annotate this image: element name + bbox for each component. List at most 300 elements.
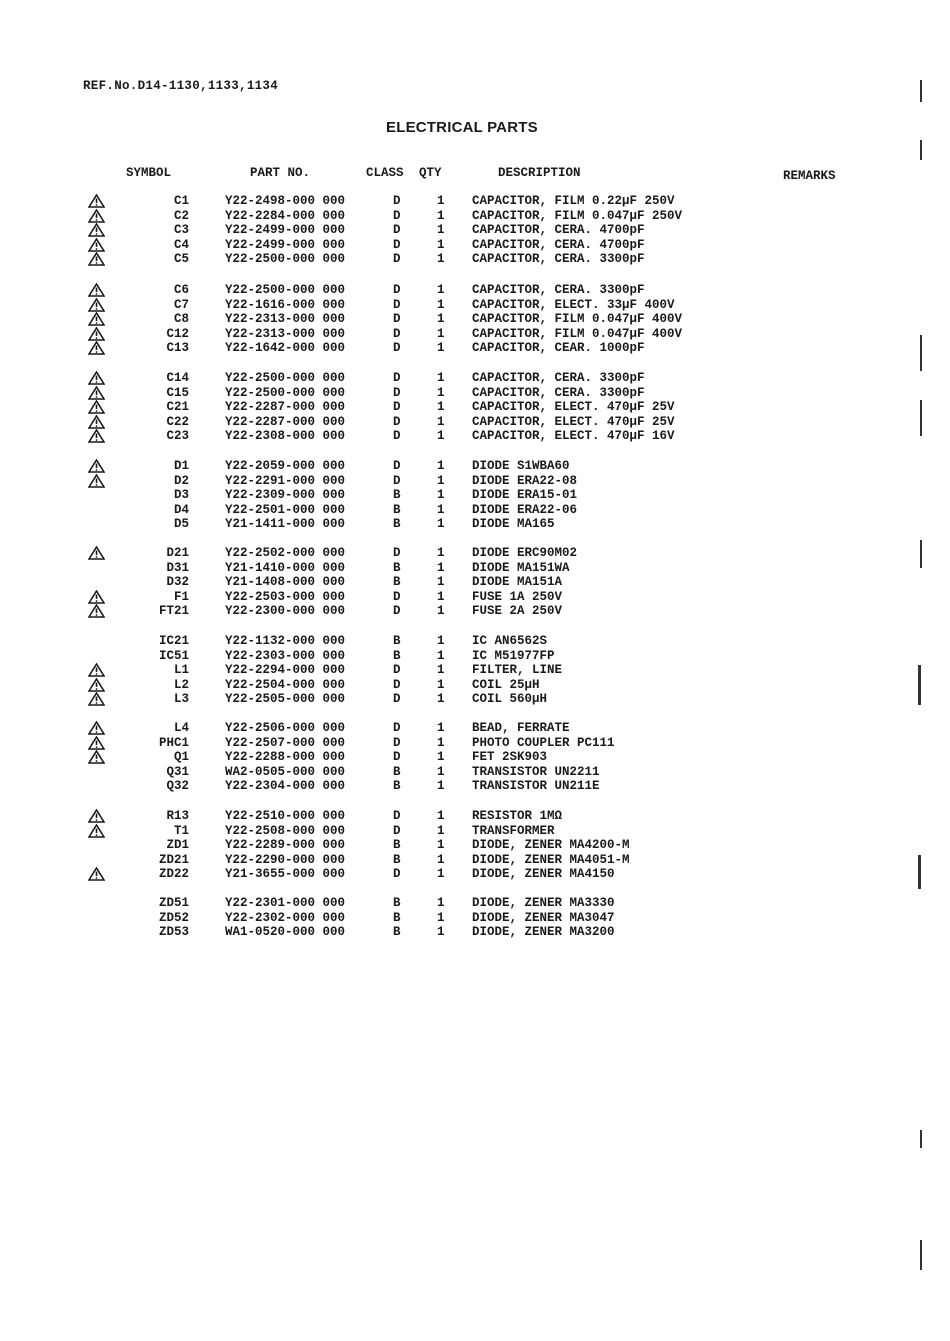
cell-qty: 1 [437,371,445,385]
table-row [0,925,950,940]
cell-part-no: Y22-2508-000 000 [225,824,346,838]
cell-qty: 1 [437,283,445,297]
cell-class: D [393,371,401,385]
cell-symbol: PHC1 [158,736,189,750]
table-row [0,838,950,853]
cell-class: D [393,238,401,252]
safety-warning-icon [88,223,105,237]
table-row [0,824,950,839]
cell-description: FUSE 1A 250V [472,590,563,604]
cell-qty: 1 [437,386,445,400]
cell-qty: 1 [437,765,445,779]
cell-symbol: C22 [166,415,189,429]
cell-part-no: Y22-2284-000 000 [225,209,346,223]
cell-description: CAPACITOR, ELECT. 470µF 16V [472,429,675,443]
cell-qty: 1 [437,194,445,208]
cell-part-no: Y22-2304-000 000 [225,779,346,793]
cell-part-no: Y22-2500-000 000 [225,371,346,385]
cell-symbol: IC21 [158,634,189,648]
cell-qty: 1 [437,312,445,326]
cell-symbol: C13 [166,341,189,355]
safety-warning-icon [88,209,105,223]
cell-class: D [393,824,401,838]
table-row [0,400,950,415]
cell-symbol: D3 [173,488,189,502]
cell-part-no: Y22-2308-000 000 [225,429,346,443]
cell-description: CAPACITOR, CERA. 4700pF [472,238,645,252]
table-row [0,327,950,342]
cell-description: CAPACITOR, CERA. 4700pF [472,223,645,237]
cell-description: CAPACITOR, ELECT. 470µF 25V [472,415,675,429]
cell-class: D [393,209,401,223]
safety-warning-icon [88,371,105,385]
cell-class: D [393,386,401,400]
cell-part-no: Y22-2503-000 000 [225,590,346,604]
cell-description: RESISTOR 1MΩ [472,809,563,823]
table-row [0,429,950,444]
cell-description: CAPACITOR, FILM 0.22µF 250V [472,194,675,208]
cell-symbol: ZD51 [158,896,189,910]
cell-qty: 1 [437,252,445,266]
cell-part-no: Y22-2290-000 000 [225,853,346,867]
cell-qty: 1 [437,209,445,223]
cell-symbol: D5 [173,517,189,531]
safety-warning-icon [88,867,105,881]
cell-qty: 1 [437,238,445,252]
cell-part-no: Y21-1410-000 000 [225,561,346,575]
cell-class: B [393,503,401,517]
table-row [0,765,950,780]
cell-symbol: C21 [166,400,189,414]
cell-symbol: Q32 [166,779,189,793]
safety-warning-icon [88,663,105,677]
cell-part-no: Y22-2500-000 000 [225,252,346,266]
cell-part-no: Y22-2313-000 000 [225,312,346,326]
column-header-qty: QTY [419,166,442,180]
safety-warning-icon [88,604,105,618]
cell-symbol: ZD21 [158,853,189,867]
cell-qty: 1 [437,429,445,443]
cell-description: CAPACITOR, ELECT. 470µF 25V [472,400,675,414]
cell-description: CAPACITOR, CERA. 3300pF [472,386,645,400]
cell-qty: 1 [437,459,445,473]
cell-class: D [393,663,401,677]
cell-description: DIODE, ZENER MA4051-M [472,853,630,867]
cell-description: COIL 25µH [472,678,540,692]
cell-symbol: C1 [173,194,189,208]
cell-description: FILTER, LINE [472,663,563,677]
cell-qty: 1 [437,474,445,488]
cell-part-no: Y22-1132-000 000 [225,634,346,648]
table-row [0,371,950,386]
table-row [0,561,950,576]
cell-class: D [393,400,401,414]
cell-description: IC M51977FP [472,649,555,663]
table-row [0,415,950,430]
safety-warning-icon [88,590,105,604]
cell-class: D [393,283,401,297]
cell-class: D [393,194,401,208]
cell-qty: 1 [437,488,445,502]
safety-warning-icon [88,400,105,414]
cell-class: D [393,298,401,312]
cell-description: IC AN6562S [472,634,548,648]
cell-symbol: C2 [173,209,189,223]
safety-warning-icon [88,459,105,473]
cell-class: B [393,517,401,531]
table-row [0,634,950,649]
cell-symbol: Q31 [166,765,189,779]
cell-description: TRANSISTOR UN2211 [472,765,600,779]
column-header-part-no: PART NO. [250,166,311,180]
table-row [0,853,950,868]
cell-qty: 1 [437,867,445,881]
cell-description: CAPACITOR, ELECT. 33µF 400V [472,298,675,312]
cell-symbol: C7 [173,298,189,312]
table-row [0,590,950,605]
cell-class: D [393,692,401,706]
cell-description: PHOTO COUPLER PC111 [472,736,615,750]
cell-symbol: D2 [173,474,189,488]
cell-class: D [393,750,401,764]
table-row [0,474,950,489]
table-row [0,517,950,532]
page-title: ELECTRICAL PARTS [386,119,538,136]
cell-part-no: Y22-2500-000 000 [225,386,346,400]
cell-part-no: Y21-1408-000 000 [225,575,346,589]
cell-class: B [393,488,401,502]
cell-symbol: C5 [173,252,189,266]
cell-description: DIODE ERA22-08 [472,474,578,488]
cell-symbol: C23 [166,429,189,443]
cell-class: D [393,546,401,560]
cell-description: DIODE, ZENER MA3200 [472,925,615,939]
cell-class: B [393,925,401,939]
safety-warning-icon [88,824,105,838]
cell-class: D [393,252,401,266]
safety-warning-icon [88,721,105,735]
safety-warning-icon [88,415,105,429]
cell-symbol: L2 [173,678,189,692]
cell-qty: 1 [437,692,445,706]
cell-description: FET 2SK903 [472,750,548,764]
cell-class: B [393,561,401,575]
cell-qty: 1 [437,925,445,939]
cell-qty: 1 [437,824,445,838]
safety-warning-icon [88,341,105,355]
cell-class: D [393,429,401,443]
table-row [0,692,950,707]
cell-description: FUSE 2A 250V [472,604,563,618]
cell-qty: 1 [437,327,445,341]
safety-warning-icon [88,474,105,488]
cell-symbol: L3 [173,692,189,706]
cell-symbol: C8 [173,312,189,326]
cell-description: BEAD, FERRATE [472,721,570,735]
cell-symbol: C12 [166,327,189,341]
cell-description: DIODE ERA15-01 [472,488,578,502]
cell-description: CAPACITOR, CERA. 3300pF [472,283,645,297]
cell-qty: 1 [437,590,445,604]
column-header-class: CLASS [366,166,404,180]
table-row [0,809,950,824]
cell-part-no: Y22-2301-000 000 [225,896,346,910]
safety-warning-icon [88,736,105,750]
cell-qty: 1 [437,604,445,618]
cell-description: DIODE MA151WA [472,561,570,575]
cell-symbol: C6 [173,283,189,297]
cell-qty: 1 [437,838,445,852]
table-row [0,312,950,327]
cell-qty: 1 [437,517,445,531]
scan-edge-mark [920,400,922,436]
cell-part-no: Y22-2507-000 000 [225,736,346,750]
cell-class: D [393,459,401,473]
cell-description: DIODE ERC90M02 [472,546,578,560]
cell-part-no: Y22-2300-000 000 [225,604,346,618]
cell-description: COIL 560µH [472,692,548,706]
cell-symbol: D31 [166,561,189,575]
cell-part-no: Y22-2510-000 000 [225,809,346,823]
cell-part-no: Y22-2499-000 000 [225,238,346,252]
cell-qty: 1 [437,223,445,237]
safety-warning-icon [88,194,105,208]
cell-description: DIODE, ZENER MA3330 [472,896,615,910]
cell-symbol: Q1 [173,750,189,764]
safety-warning-icon [88,386,105,400]
cell-symbol: ZD22 [158,867,189,881]
table-row [0,779,950,794]
safety-warning-icon [88,283,105,297]
cell-part-no: Y22-2287-000 000 [225,400,346,414]
cell-class: D [393,867,401,881]
scan-edge-mark [920,140,922,160]
safety-warning-icon [88,678,105,692]
cell-class: D [393,678,401,692]
cell-class: B [393,911,401,925]
cell-symbol: D1 [173,459,189,473]
cell-part-no: WA1-0520-000 000 [225,925,346,939]
cell-qty: 1 [437,503,445,517]
cell-class: B [393,779,401,793]
cell-description: TRANSISTOR UN211E [472,779,600,793]
cell-part-no: Y21-1411-000 000 [225,517,346,531]
safety-warning-icon [88,298,105,312]
cell-description: CAPACITOR, CERA. 3300pF [472,371,645,385]
cell-class: D [393,474,401,488]
scan-edge-mark [918,665,921,705]
cell-symbol: ZD1 [166,838,189,852]
cell-qty: 1 [437,853,445,867]
cell-class: D [393,341,401,355]
cell-part-no: Y22-2288-000 000 [225,750,346,764]
table-row [0,736,950,751]
cell-part-no: Y22-2499-000 000 [225,223,346,237]
cell-qty: 1 [437,721,445,735]
safety-warning-icon [88,252,105,266]
table-row [0,194,950,209]
cell-class: D [393,736,401,750]
cell-part-no: Y22-2504-000 000 [225,678,346,692]
cell-part-no: Y22-2506-000 000 [225,721,346,735]
cell-qty: 1 [437,896,445,910]
cell-qty: 1 [437,736,445,750]
cell-class: B [393,853,401,867]
table-row [0,238,950,253]
cell-part-no: Y22-2294-000 000 [225,663,346,677]
cell-symbol: F1 [173,590,189,604]
cell-class: D [393,223,401,237]
cell-part-no: WA2-0505-000 000 [225,765,346,779]
cell-qty: 1 [437,634,445,648]
cell-qty: 1 [437,341,445,355]
table-row [0,386,950,401]
cell-description: DIODE S1WBA60 [472,459,570,473]
cell-description: DIODE, ZENER MA4200-M [472,838,630,852]
table-row [0,678,950,693]
cell-class: D [393,327,401,341]
cell-part-no: Y22-2303-000 000 [225,649,346,663]
table-row [0,341,950,356]
cell-class: B [393,575,401,589]
table-row [0,896,950,911]
cell-symbol: C4 [173,238,189,252]
cell-qty: 1 [437,809,445,823]
cell-symbol: C15 [166,386,189,400]
cell-description: DIODE MA151A [472,575,563,589]
safety-warning-icon [88,327,105,341]
table-row [0,459,950,474]
cell-part-no: Y22-2500-000 000 [225,283,346,297]
cell-symbol: C14 [166,371,189,385]
safety-warning-icon [88,692,105,706]
cell-description: CAPACITOR, CEAR. 1000pF [472,341,645,355]
cell-symbol: T1 [173,824,189,838]
safety-warning-icon [88,312,105,326]
cell-symbol: L4 [173,721,189,735]
safety-warning-icon [88,546,105,560]
cell-description: CAPACITOR, FILM 0.047µF 400V [472,312,683,326]
table-row [0,283,950,298]
cell-qty: 1 [437,750,445,764]
table-row [0,488,950,503]
cell-class: D [393,721,401,735]
scan-edge-mark [920,540,922,568]
table-row [0,604,950,619]
safety-warning-icon [88,429,105,443]
cell-part-no: Y22-2059-000 000 [225,459,346,473]
cell-class: B [393,896,401,910]
cell-description: DIODE, ZENER MA4150 [472,867,615,881]
cell-class: D [393,590,401,604]
safety-warning-icon [88,750,105,764]
cell-part-no: Y22-2309-000 000 [225,488,346,502]
scan-edge-mark [918,855,921,889]
table-row [0,911,950,926]
cell-symbol: ZD52 [158,911,189,925]
table-row [0,867,950,882]
cell-class: B [393,634,401,648]
cell-part-no: Y22-1616-000 000 [225,298,346,312]
cell-symbol: R13 [166,809,189,823]
table-row [0,503,950,518]
column-header-remarks: REMARKS [783,169,836,183]
cell-symbol: IC51 [158,649,189,663]
table-row [0,663,950,678]
cell-description: CAPACITOR, FILM 0.047µF 250V [472,209,683,223]
table-row [0,750,950,765]
reference-number: REF.No.D14-1130,1133,1134 [83,79,279,93]
table-row [0,223,950,238]
cell-qty: 1 [437,779,445,793]
cell-description: DIODE, ZENER MA3047 [472,911,615,925]
column-header-description: DESCRIPTION [498,166,581,180]
cell-class: B [393,765,401,779]
cell-qty: 1 [437,911,445,925]
cell-qty: 1 [437,561,445,575]
cell-symbol: L1 [173,663,189,677]
cell-qty: 1 [437,400,445,414]
cell-part-no: Y22-2505-000 000 [225,692,346,706]
table-row [0,649,950,664]
cell-symbol: FT21 [158,604,189,618]
cell-part-no: Y22-2289-000 000 [225,838,346,852]
cell-qty: 1 [437,575,445,589]
cell-part-no: Y22-2313-000 000 [225,327,346,341]
cell-symbol: D32 [166,575,189,589]
cell-class: D [393,809,401,823]
cell-qty: 1 [437,649,445,663]
cell-qty: 1 [437,663,445,677]
cell-description: CAPACITOR, CERA. 3300pF [472,252,645,266]
cell-symbol: C3 [173,223,189,237]
cell-symbol: D4 [173,503,189,517]
scan-edge-mark [920,1240,922,1270]
table-row [0,546,950,561]
cell-class: D [393,415,401,429]
cell-part-no: Y21-3655-000 000 [225,867,346,881]
cell-class: B [393,838,401,852]
table-row [0,252,950,267]
safety-warning-icon [88,238,105,252]
cell-qty: 1 [437,678,445,692]
scan-edge-mark [920,80,922,102]
scan-edge-mark [920,1130,922,1148]
cell-part-no: Y22-2501-000 000 [225,503,346,517]
cell-part-no: Y22-1642-000 000 [225,341,346,355]
table-row [0,575,950,590]
cell-qty: 1 [437,415,445,429]
table-row [0,298,950,313]
safety-warning-icon [88,809,105,823]
cell-qty: 1 [437,546,445,560]
cell-symbol: ZD53 [158,925,189,939]
cell-part-no: Y22-2502-000 000 [225,546,346,560]
cell-part-no: Y22-2302-000 000 [225,911,346,925]
cell-symbol: D21 [166,546,189,560]
cell-description: TRANSFORMER [472,824,555,838]
table-row [0,209,950,224]
cell-part-no: Y22-2291-000 000 [225,474,346,488]
cell-qty: 1 [437,298,445,312]
cell-part-no: Y22-2287-000 000 [225,415,346,429]
cell-class: D [393,604,401,618]
cell-description: DIODE ERA22-06 [472,503,578,517]
scan-edge-mark [920,335,922,371]
cell-part-no: Y22-2498-000 000 [225,194,346,208]
column-header-symbol: SYMBOL [126,166,172,180]
cell-description: DIODE MA165 [472,517,555,531]
